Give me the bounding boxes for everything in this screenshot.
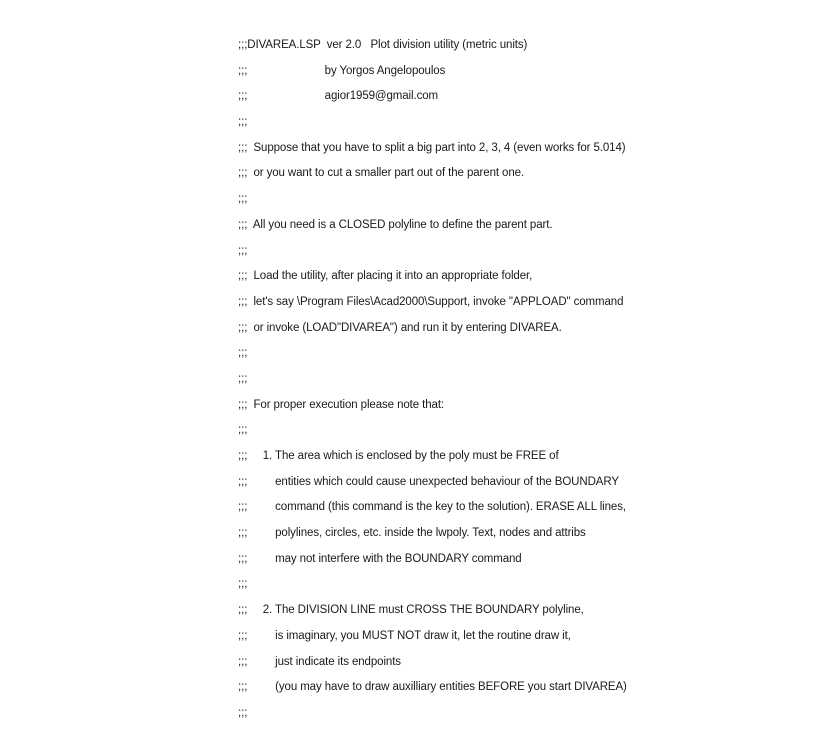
comment-line: ;;; just indicate its endpoints bbox=[238, 655, 401, 668]
comment-line: ;;; or invoke (LOAD"DIVAREA") and run it by entering DIVAREA. bbox=[238, 321, 562, 334]
comment-line: ;;; Load the utility, after placing it into an appropriate folder, bbox=[238, 270, 533, 283]
comment-line: ;;; by Yorgos Angelopoulos bbox=[238, 64, 446, 77]
comment-line: ;;; For proper execution please note that: bbox=[238, 398, 445, 411]
comment-line: ;;; bbox=[238, 372, 248, 385]
comment-line: ;;; or you want to cut a smaller part out of the parent one. bbox=[238, 167, 525, 180]
comment-line: ;;; bbox=[238, 244, 248, 257]
comment-line: ;;; bbox=[238, 347, 248, 360]
comment-line: ;;; (you may have to draw auxilliary entities BEFORE you start DIVAREA) bbox=[238, 681, 627, 694]
comment-line: ;;; All you need is a CLOSED polyline to define the parent part. bbox=[238, 218, 553, 231]
comment-line: ;;; let's say \Program Files\Acad2000\Support, invoke "APPLOAD" command bbox=[238, 295, 624, 308]
comment-line: ;;; is imaginary, you MUST NOT draw it, let the routine draw it, bbox=[238, 629, 571, 642]
comment-line: ;;; entities which could cause unexpected behaviour of the BOUNDARY bbox=[238, 475, 619, 488]
lisp-header-comment-block bbox=[238, 33, 798, 727]
comment-line: ;;; bbox=[238, 116, 248, 129]
comment-line: ;;; 1. The area which is enclosed by the poly must be FREE of bbox=[238, 450, 559, 462]
comment-line: ;;; 2. The DIVISION LINE must CROSS THE BOUNDARY polyline, bbox=[238, 604, 584, 617]
comment-line: ;;;DIVAREA.LSP ver 2.0 Plot division utility (metric units) bbox=[238, 39, 528, 51]
comment-line: ;;; polylines, circles, etc. inside the lwpoly. Text, nodes and attribs bbox=[238, 527, 586, 540]
comment-line: ;;; bbox=[238, 193, 248, 206]
comment-line: ;;; bbox=[238, 424, 248, 437]
comment-line: ;;; bbox=[238, 706, 248, 719]
comment-line: ;;; Suppose that you have to split a big part into 2, 3, 4 (even works for 5.014) bbox=[238, 141, 626, 154]
comment-line: ;;; agior1959@gmail.com bbox=[238, 90, 438, 103]
comment-line: ;;; command (this command is the key to the solution). ERASE ALL lines, bbox=[238, 501, 626, 514]
comment-line: ;;; may not interfere with the BOUNDARY command bbox=[238, 552, 522, 565]
comment-line: ;;; bbox=[238, 578, 248, 591]
